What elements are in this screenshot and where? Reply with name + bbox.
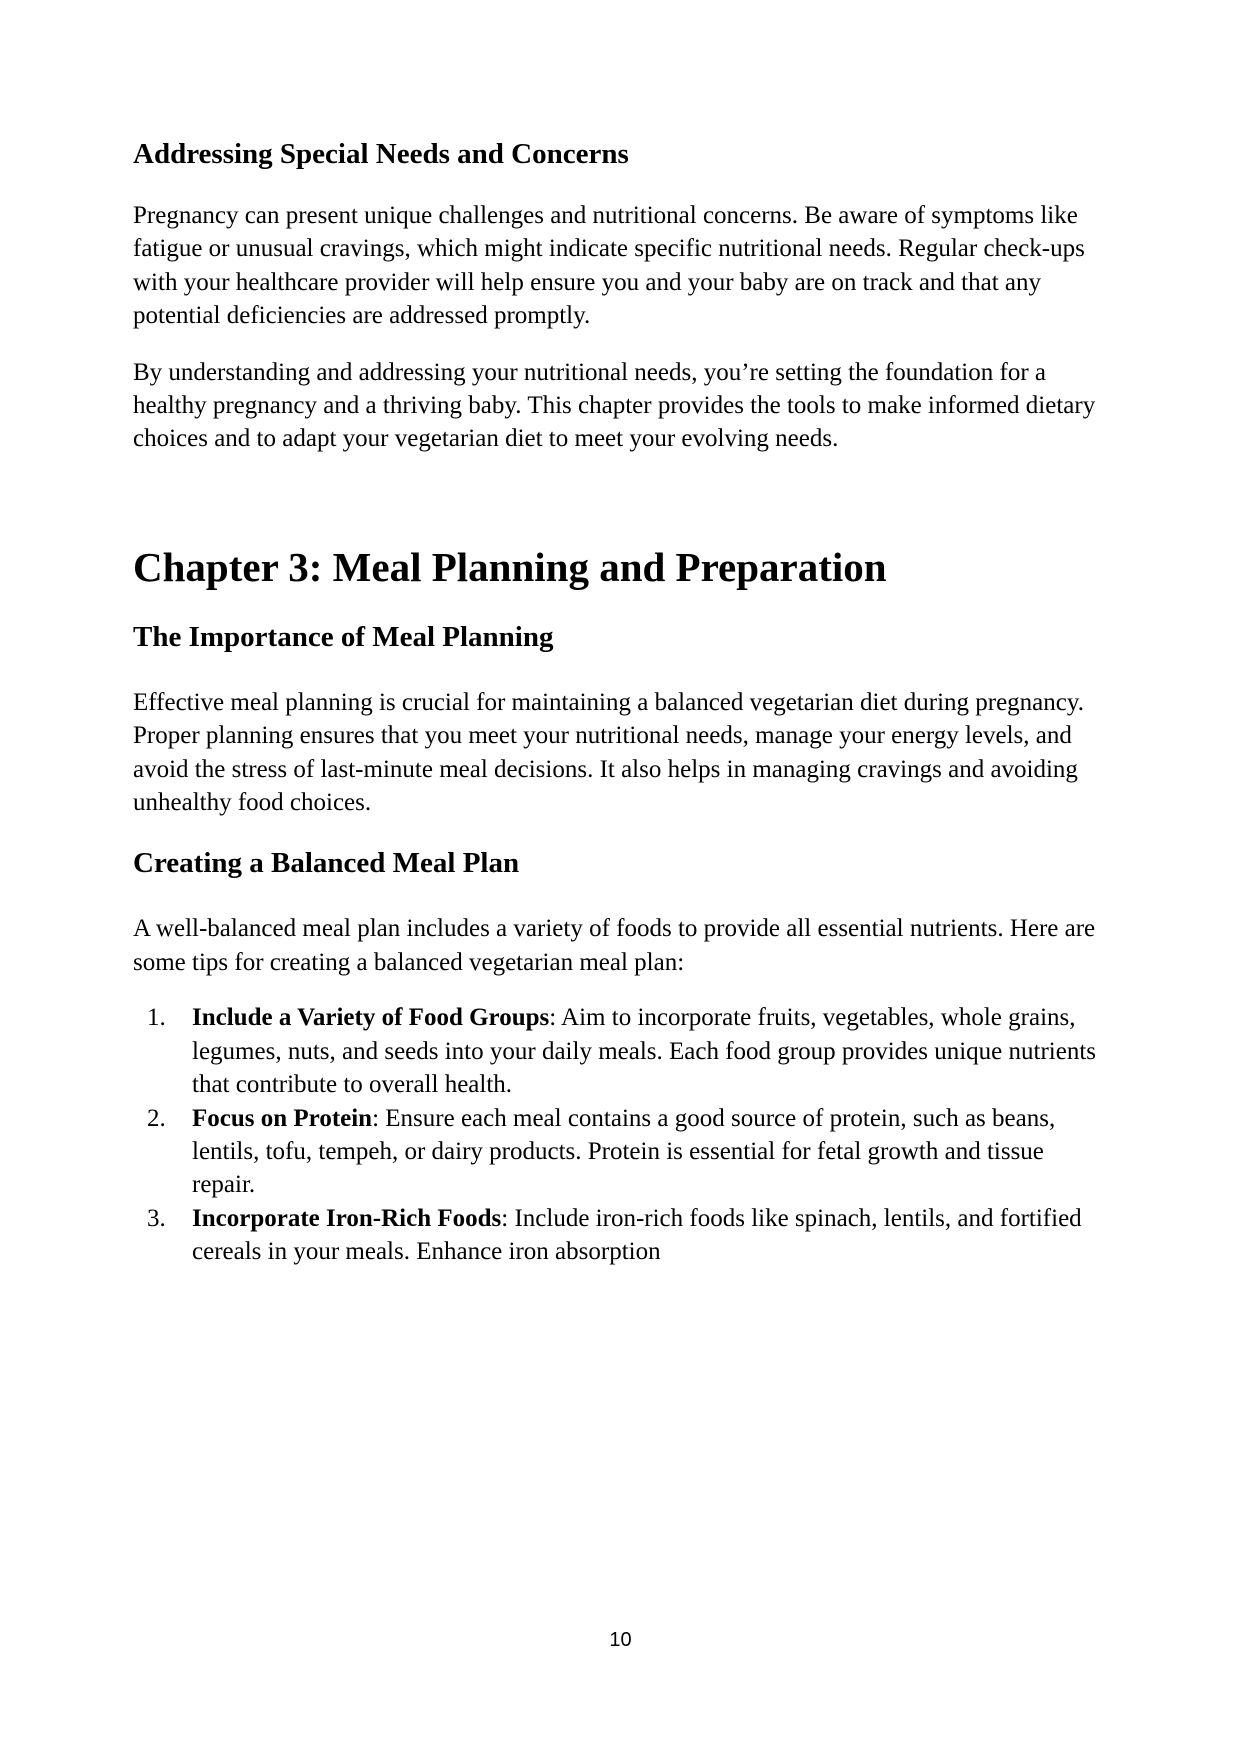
list-item-text: : Ensure each meal contains a good source of protein, such as beans, lentils, tofu, tempeh, or dairy products. Protein is essential for fetal growth and tissue repair. [192, 1104, 1056, 1199]
page-number: 10 [609, 1629, 632, 1651]
list-item [147, 1102, 1108, 1202]
section-heading-special-needs: Addressing Special Needs and Concerns [133, 138, 629, 170]
chapter-title: Chapter 3: Meal Planning and Preparation [133, 543, 887, 590]
paragraph-importance: Effective meal planning is crucial for maintaining a balanced vegetarian diet during pregnancy. Proper planning ensures that you meet your nutritional needs, manage your energy levels, and avoid the stress of last-minute meal decisions. It also helps in managing cravings and avoiding unhealthy food choices. [133, 688, 1085, 817]
list-item-title: Focus on Protein [192, 1104, 373, 1132]
list-item-title: Include a Variety of Food Groups [192, 1004, 550, 1032]
list-item-number: 1. [147, 1004, 166, 1032]
tips-list [133, 1001, 1108, 1268]
page-content [133, 136, 1108, 1269]
list-item-title: Incorporate Iron-Rich Foods [192, 1204, 502, 1232]
paragraph-balanced-meal-plan: A well-balanced meal plan includes a variety of foods to provide all essential nutrients. Here are some tips for creating a balanced vegetarian meal plan: [133, 915, 1096, 976]
paragraph-special-needs-2: By understanding and addressing your nutritional needs, you’re setting the foundation for a healthy pregnancy and a thriving baby. This chapter provides the tools to make informed dietary choices and to adapt your vegetarian diet to meet your evolving needs. [133, 358, 1096, 453]
list-item-text: : Include iron-rich foods like spinach, lentils, and fortified cereals in your meals. Enhance iron absorption [192, 1204, 1082, 1266]
list-item-number: 3. [147, 1204, 166, 1232]
list-item-text: : Aim to incorporate fruits, vegetables, whole grains, legumes, nuts, and seeds into your daily meals. Each food group provides unique nutrients that contribute to overall health. [192, 1004, 1096, 1099]
paragraph-special-needs-1: Pregnancy can present unique challenges and nutritional concerns. Be aware of symptoms like fatigue or unusual cravings, which might indicate specific nutritional needs. Regular check-ups with your healthcare provider will help ensure you and your baby are on track and that any potential deficiencies are addressed promptly. [133, 202, 1085, 330]
section-heading-importance: The Importance of Meal Planning [133, 620, 554, 653]
list-item [147, 1001, 1108, 1101]
list-item-number: 2. [147, 1104, 166, 1132]
section-heading-balanced-meal-plan: Creating a Balanced Meal Plan [133, 847, 520, 880]
list-item [147, 1202, 1108, 1269]
